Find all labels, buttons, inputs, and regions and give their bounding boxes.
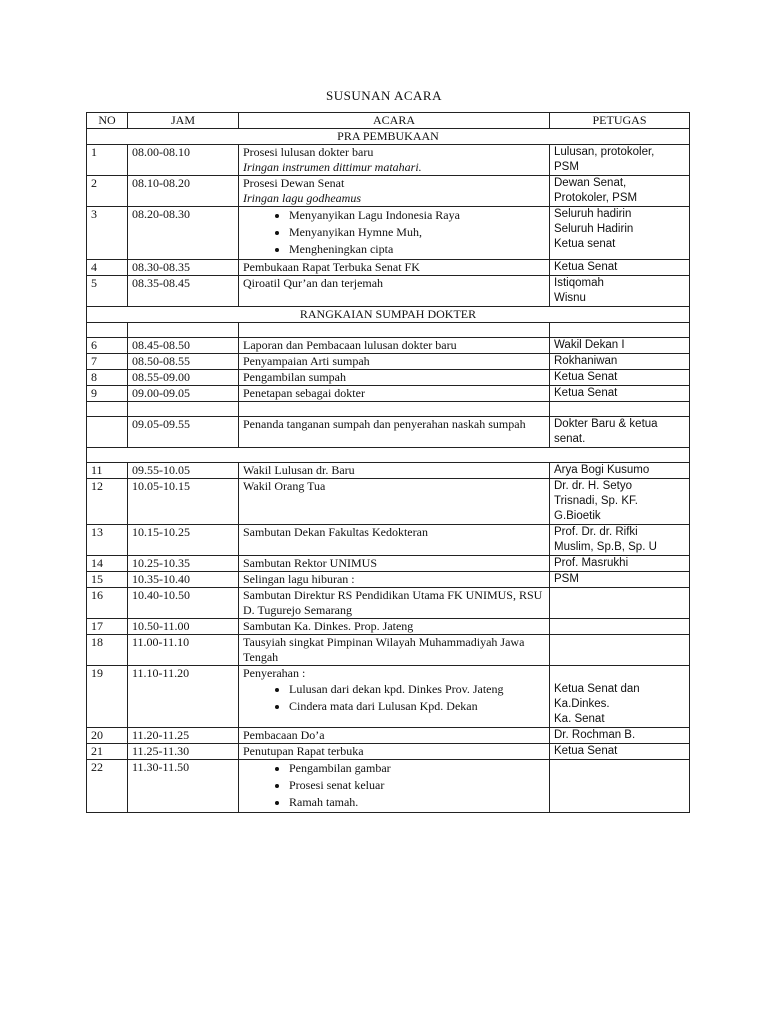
petugas-line: G.Bioetik (554, 510, 601, 522)
row-acara: Sambutan Ka. Dinkes. Prop. Jateng (239, 619, 550, 635)
petugas-line: Ketua Senat dan (554, 683, 640, 695)
row-jam: 08.10-08.20 (128, 176, 239, 207)
row-petugas (550, 276, 690, 307)
row-acara: Sambutan Direktur RS Pendidikan Utama FK UNIMUS, RSU D. Tugurejo Semarang (239, 588, 550, 619)
row-petugas: Ketua Senat (550, 744, 690, 760)
row-no: 7 (87, 354, 128, 370)
petugas-line: Ka. Senat (554, 713, 605, 725)
row-petugas (550, 145, 690, 176)
row-no: 14 (87, 556, 128, 572)
table-row (87, 619, 690, 635)
section-row (87, 129, 690, 145)
row-petugas: Wakil Dekan I (550, 338, 690, 354)
row-no: 3 (87, 207, 128, 260)
acara-text: Prosesi Dewan Senat (243, 176, 345, 190)
row-acara: Penyampaian Arti sumpah (239, 354, 550, 370)
row-jam: 11.25-11.30 (128, 744, 239, 760)
acara-note: Iringan lagu godheamus (243, 191, 361, 205)
bullet-list (243, 761, 545, 810)
row-jam: 10.40-10.50 (128, 588, 239, 619)
blank-row (87, 448, 690, 463)
bullet-item: • Lulusan dari dekan kpd. Dinkes Prov. Jateng (289, 682, 545, 697)
row-jam: 11.00-11.10 (128, 635, 239, 666)
row-no: 12 (87, 479, 128, 525)
bullet-item: • Cindera mata dari Lulusan Kpd. Dekan (289, 699, 545, 714)
row-petugas: Ketua Senat (550, 386, 690, 402)
row-petugas (550, 760, 690, 813)
row-no: 13 (87, 525, 128, 556)
schedule-table (86, 112, 690, 813)
bullet-item: • Prosesi senat keluar (289, 778, 545, 793)
row-jam: 09.05-09.55 (128, 417, 239, 448)
row-acara (239, 207, 550, 260)
header-jam: JAM (128, 113, 239, 129)
row-acara: Pembukaan Rapat Terbuka Senat FK (239, 260, 550, 276)
page-title: SUSUNAN ACARA (326, 88, 442, 103)
row-jam: 08.55-09.00 (128, 370, 239, 386)
row-petugas: Rokhaniwan (550, 354, 690, 370)
table-row (87, 744, 690, 760)
petugas-line: Muslim, Sp.B, Sp. U (554, 541, 657, 553)
table-row (87, 556, 690, 572)
row-acara: Pengambilan sumpah (239, 370, 550, 386)
bullet-item: • Ramah tamah. (289, 795, 545, 810)
table-row (87, 525, 690, 556)
row-no: 9 (87, 386, 128, 402)
row-no: 17 (87, 619, 128, 635)
row-petugas: Ketua Senat (550, 260, 690, 276)
row-no (87, 417, 128, 448)
row-no: 8 (87, 370, 128, 386)
petugas-line: Dokter Baru & ketua (554, 418, 658, 430)
row-acara (239, 666, 550, 728)
table-row (87, 635, 690, 666)
table-row (87, 760, 690, 813)
acara-text: Prosesi lulusan dokter baru (243, 145, 374, 159)
blank-row (87, 323, 690, 338)
row-no: 15 (87, 572, 128, 588)
row-petugas (550, 666, 690, 728)
table-row (87, 588, 690, 619)
row-no: 22 (87, 760, 128, 813)
petugas-line: Lulusan, protokoler, (554, 146, 655, 158)
row-petugas (550, 176, 690, 207)
petugas-line: Ketua senat (554, 238, 616, 250)
row-petugas (550, 635, 690, 666)
petugas-line: Dewan Senat, (554, 177, 627, 189)
table-row (87, 276, 690, 307)
row-acara: Tausyiah singkat Pimpinan Wilayah Muhammadiyah Jawa Tengah (239, 635, 550, 666)
row-acara: Penanda tanganan sumpah dan penyerahan naskah sumpah (239, 417, 550, 448)
table-row (87, 354, 690, 370)
row-jam: 09.00-09.05 (128, 386, 239, 402)
row-acara: Penetapan sebagai dokter (239, 386, 550, 402)
table-row (87, 176, 690, 207)
row-acara: Laporan dan Pembacaan lulusan dokter baru (239, 338, 550, 354)
petugas-line: Dr. dr. H. Setyo (554, 480, 632, 492)
table-row (87, 370, 690, 386)
petugas-line: Wisnu (554, 292, 586, 304)
row-no: 2 (87, 176, 128, 207)
petugas-line: senat. (554, 433, 586, 445)
row-jam: 10.25-10.35 (128, 556, 239, 572)
row-petugas: Arya Bogi Kusumo (550, 463, 690, 479)
row-acara: Qiroatil Qur’an dan terjemah (239, 276, 550, 307)
row-jam: 08.30-08.35 (128, 260, 239, 276)
header-acara: ACARA (239, 113, 550, 129)
table-row (87, 207, 690, 260)
row-acara: Sambutan Rektor UNIMUS (239, 556, 550, 572)
row-acara (239, 176, 550, 207)
petugas-line: Trisnadi, Sp. KF. (554, 495, 638, 507)
petugas-line: Prof. Dr. dr. Rifki (554, 526, 638, 538)
petugas-line: PSM (554, 161, 579, 173)
section-heading: RANGKAIAN SUMPAH DOKTER (87, 307, 690, 323)
section-row (87, 307, 690, 323)
row-jam: 11.20-11.25 (128, 728, 239, 744)
table-row (87, 666, 690, 728)
row-petugas: PSM (550, 572, 690, 588)
row-no: 11 (87, 463, 128, 479)
row-acara (239, 145, 550, 176)
row-jam: 10.15-10.25 (128, 525, 239, 556)
row-petugas: Prof. Masrukhi (550, 556, 690, 572)
row-petugas (550, 619, 690, 635)
row-petugas (550, 207, 690, 260)
row-petugas: Ketua Senat (550, 370, 690, 386)
row-jam: 09.55-10.05 (128, 463, 239, 479)
petugas-line: Seluruh Hadirin (554, 223, 634, 235)
row-jam: 08.35-08.45 (128, 276, 239, 307)
table-row (87, 728, 690, 744)
header-row (87, 113, 690, 129)
bullet-list (243, 208, 545, 257)
row-no: 18 (87, 635, 128, 666)
header-petugas: PETUGAS (550, 113, 690, 129)
table-row (87, 572, 690, 588)
row-no: 4 (87, 260, 128, 276)
row-petugas (550, 479, 690, 525)
bullet-item: • Mengheningkan cipta (289, 242, 545, 257)
row-no: 6 (87, 338, 128, 354)
blank-row (87, 402, 690, 417)
row-jam: 10.05-10.15 (128, 479, 239, 525)
row-acara: Wakil Orang Tua (239, 479, 550, 525)
table-row (87, 260, 690, 276)
table-row (87, 417, 690, 448)
row-jam: 11.30-11.50 (128, 760, 239, 813)
row-no: 21 (87, 744, 128, 760)
row-jam: 10.35-10.40 (128, 572, 239, 588)
row-no: 16 (87, 588, 128, 619)
petugas-line: Istiqomah (554, 277, 604, 289)
bullet-item: • Menyanyikan Hymne Muh, (289, 225, 545, 240)
bullet-list (243, 682, 545, 714)
row-petugas: Dr. Rochman B. (550, 728, 690, 744)
acara-text: Penyerahan : (243, 666, 306, 680)
table-row (87, 479, 690, 525)
petugas-line: Seluruh hadirin (554, 208, 632, 220)
row-no: 20 (87, 728, 128, 744)
table-row (87, 338, 690, 354)
table-row (87, 145, 690, 176)
row-petugas (550, 525, 690, 556)
row-no: 1 (87, 145, 128, 176)
bullet-item: • Menyanyikan Lagu Indonesia Raya (289, 208, 545, 223)
row-acara: Penutupan Rapat terbuka (239, 744, 550, 760)
row-jam: 08.00-08.10 (128, 145, 239, 176)
row-petugas (550, 588, 690, 619)
row-jam: 10.50-11.00 (128, 619, 239, 635)
row-acara: Pembacaan Do’a (239, 728, 550, 744)
petugas-line: Ka.Dinkes. (554, 698, 610, 710)
row-no: 19 (87, 666, 128, 728)
row-acara: Sambutan Dekan Fakultas Kedokteran (239, 525, 550, 556)
row-acara (239, 760, 550, 813)
row-jam: 11.10-11.20 (128, 666, 239, 728)
row-jam: 08.50-08.55 (128, 354, 239, 370)
row-acara: Wakil Lulusan dr. Baru (239, 463, 550, 479)
section-heading: PRA PEMBUKAAN (87, 129, 690, 145)
row-jam: 08.45-08.50 (128, 338, 239, 354)
row-no: 5 (87, 276, 128, 307)
bullet-item: • Pengambilan gambar (289, 761, 545, 776)
row-petugas (550, 417, 690, 448)
table-row (87, 463, 690, 479)
table-row (87, 386, 690, 402)
acara-note: Iringan instrumen dittimur matahari. (243, 160, 422, 174)
petugas-line: Protokoler, PSM (554, 192, 638, 204)
row-acara: Selingan lagu hiburan : (239, 572, 550, 588)
row-jam: 08.20-08.30 (128, 207, 239, 260)
header-no: NO (87, 113, 128, 129)
